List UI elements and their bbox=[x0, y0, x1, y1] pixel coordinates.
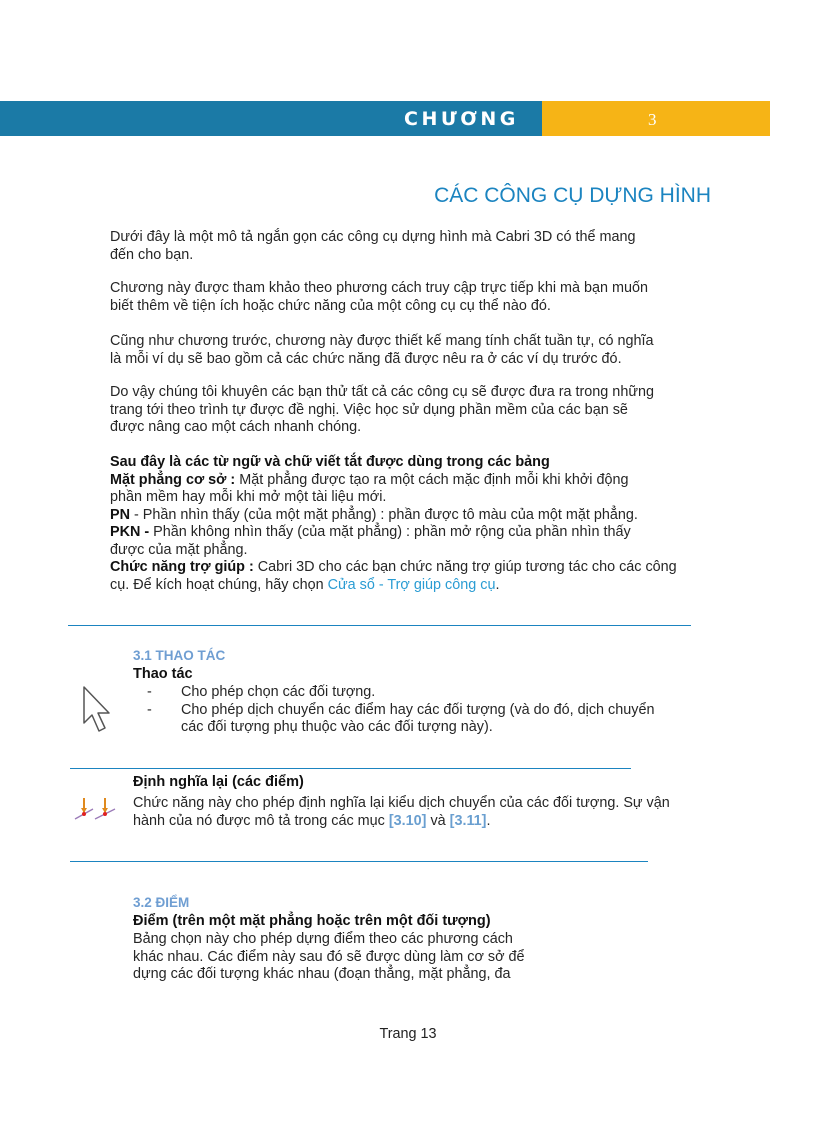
redefine-points-icon bbox=[73, 795, 117, 823]
glossary-term-pn: PN bbox=[110, 506, 130, 523]
redefine-tool-name: Định nghĩa lại (các điểm) bbox=[133, 774, 304, 790]
page-number: Trang 13 bbox=[379, 1026, 437, 1042]
redefine-description: Chức năng này cho phép định nghĩa lại kiểu dịch chuyển của các đối tượng. Sự vận hành của nó được mô tả trong các mục [3.10] và [3.11]. bbox=[133, 795, 670, 829]
intro-paragraph-2: Chương này được tham khảo theo phương cách truy cập trực tiếp khi mà bạn muốn biết thêm về tiện ích hoặc chức năng của một công cụ cụ thể nào đó. bbox=[110, 280, 649, 314]
intro-paragraph-1: Dưới đây là một mô tả ngắn gọn các công cụ dựng hình mà Cabri 3D có thể mang đến cho bạn. bbox=[110, 229, 636, 263]
divider bbox=[70, 768, 631, 769]
intro-paragraph-4: Do vậy chúng tôi khuyên các bạn thử tất cả các công cụ sẽ được đưa ra trong những trang tới theo trình tự được đề nghị. Việc học sử dụng phần mềm của các bạn sẽ được nâng cao một cách nhanh chóng. bbox=[110, 384, 654, 435]
glossary: Sau đây là các từ ngữ và chữ viết tắt được dùng trong các bảng Mặt phẳng cơ sở : Mặt phẳng được tạo ra một cách mặc định mỗi khi khởi động phần mềm hay mỗi khi mở một tài liệu mới. PN - Phần nhìn thấy (của một mặt phẳng) : phần được tô màu của một mặt phẳng. PKN - Phần không nhìn thấy (của mặt phẳng) : phần mở rộng của phần nhìn thấy được của mặt phẳng. Chức năng trợ giúp : Cabri 3D cho các bạn chức năng trợ giúp tương tác cho các công cụ. Để kích hoạt chúng, hãy chọn Cửa sổ - Trợ giúp công cụ. bbox=[110, 454, 730, 594]
point-tool-description: Bảng chọn này cho phép dựng điểm theo các phương cách khác nhau. Các điểm này sau đó sẽ được dùng làm cơ sở để dựng các đối tượng khác nhau (đoạn thẳng, mặt phẳng, đa bbox=[133, 931, 525, 982]
chapter-title: CÁC CÔNG CỤ DỰNG HÌNH bbox=[434, 184, 711, 207]
glossary-heading: Sau đây là các từ ngữ và chữ viết tắt được dùng trong các bảng bbox=[110, 454, 550, 470]
help-menu-link[interactable]: Cửa sổ - Trợ giúp công cụ bbox=[327, 576, 496, 593]
section-3-1-heading: 3.1 THAO TÁC bbox=[133, 648, 226, 663]
manipulation-tool-name: Thao tác bbox=[133, 666, 193, 682]
section-3-2-heading: 3.2 ĐIỂM bbox=[133, 895, 190, 910]
divider bbox=[68, 625, 691, 626]
chapter-number: 3 bbox=[648, 110, 657, 129]
glossary-term-pkn: PKN - bbox=[110, 524, 150, 540]
arrow-pointer-icon bbox=[75, 683, 117, 741]
glossary-term-base-plane: Mặt phẳng cơ sở : bbox=[110, 471, 236, 488]
ref-3-11-link[interactable]: [3.11] bbox=[449, 812, 487, 829]
intro-paragraph-3: Cũng như chương trước, chương này được thiết kế mang tính chất tuần tự, có nghĩa là mỗi ví dụ sẽ bao gồm cả các chức năng đã được nêu ra ở các ví dụ trước đó. bbox=[110, 333, 654, 367]
list-item: - Cho phép chọn các đối tượng. bbox=[147, 684, 376, 700]
point-tool-name: Điểm (trên một mặt phẳng hoặc trên một đối tượng) bbox=[133, 913, 491, 929]
list-item: - Cho phép dịch chuyển các điểm hay các đối tượng (và do đó, dịch chuyển các đối tượng phụ thuộc vào các đối tượng này). bbox=[147, 701, 655, 735]
manipulation-bullets bbox=[133, 684, 713, 737]
divider bbox=[70, 861, 648, 862]
ref-3-10-link[interactable]: [3.10] bbox=[388, 812, 427, 829]
glossary-term-help: Chức năng trợ giúp : bbox=[110, 559, 254, 575]
chapter-label: CHƯƠNG bbox=[404, 108, 519, 130]
